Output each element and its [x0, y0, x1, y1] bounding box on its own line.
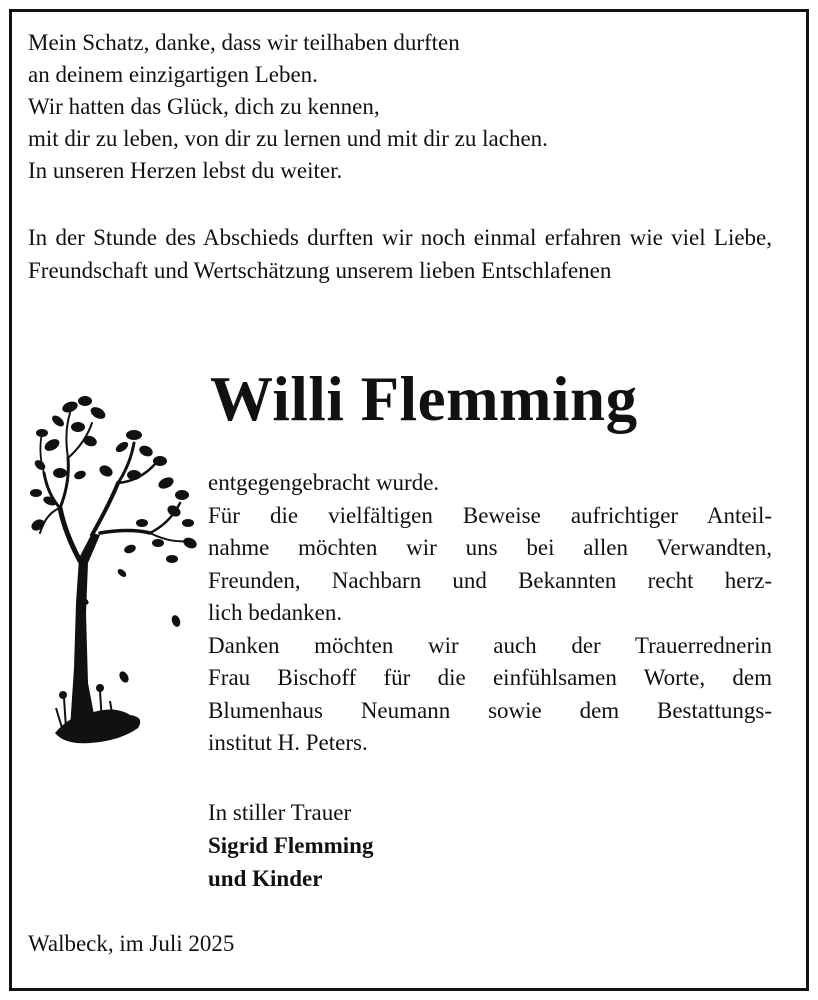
signer-family: und Kinder: [208, 866, 323, 891]
poem-line: an deinem einzigartigen Leben.: [28, 62, 318, 87]
body-line: Freunden, Nachbarn und Bekannten recht herz-: [208, 567, 772, 593]
body-line: Blumenhaus Neumann sowie dem Bestattungs-: [208, 697, 772, 723]
body-text: [208, 467, 772, 760]
poem-line: Wir hatten das Glück, dich zu kennen,: [28, 94, 380, 119]
body-line: nahme möchten wir uns bei allen Verwandten,: [208, 535, 772, 560]
signer-name: Sigrid Flemming: [208, 833, 374, 858]
poem-line: Mein Schatz, danke, dass wir teilhaben durften: [28, 30, 460, 55]
poem-line: In unseren Herzen lebst du weiter.: [28, 158, 343, 183]
tree-silhouette-icon: [30, 383, 200, 753]
body-line: lich bedanken.: [208, 600, 343, 625]
intro-paragraph: In der Stunde des Abschieds durften wir noch einmal erfahren wie viel Liebe, Freundschaft und Wertschätzung unserem lieben Entschlafenen: [28, 225, 772, 283]
closing-phrase: In stiller Trauer: [208, 800, 352, 825]
body-line: Frau Bischoff für die einfühlsamen Worte, dem: [208, 665, 772, 690]
body-line: entgegengebracht wurde.: [208, 470, 440, 495]
place-date: Walbeck, im Juli 2025: [28, 931, 235, 956]
deceased-name: Willi Flemming: [210, 364, 638, 434]
body-line: institut H. Peters.: [208, 730, 368, 755]
poem-line: mit dir zu leben, von dir zu lernen und mit dir zu lachen.: [28, 126, 548, 151]
signature-block: [208, 796, 373, 895]
body-line: Danken möchten wir auch der Trauerrednerin: [208, 632, 772, 658]
poem: [28, 27, 548, 187]
body-line: Für die vielfältigen Beweise aufrichtiger Anteil-: [208, 502, 772, 528]
